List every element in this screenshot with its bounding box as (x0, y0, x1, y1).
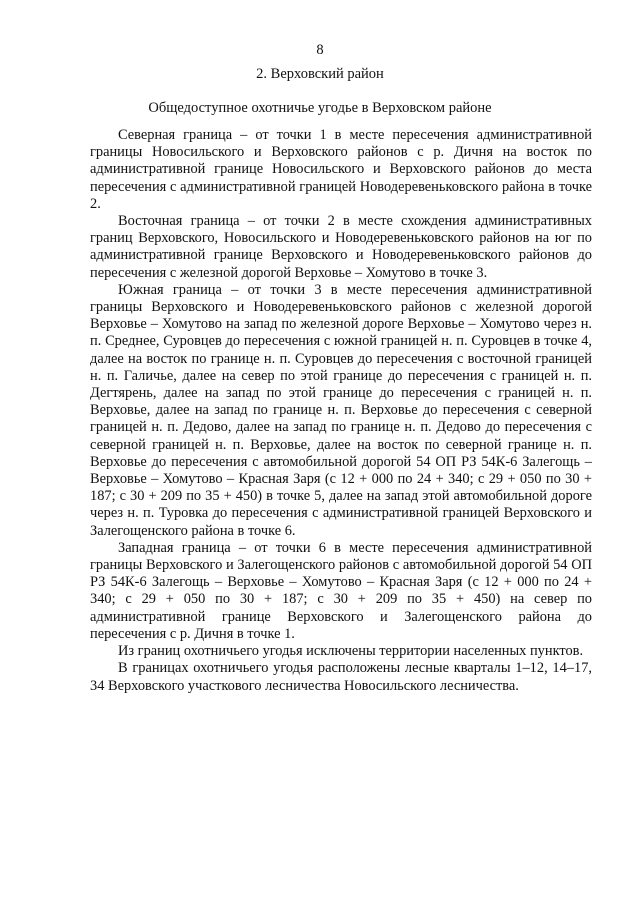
document-body (90, 127, 592, 695)
paragraph-west-border: Западная граница – от точки 6 в месте пересечения административной границы Верховского и Залегощенского районов с автомобильной дорогой 54 ОП РЗ 54К-6 Залегощь – Верховье – Хомутово – Красная Заря (с 12 + 000 по 24 + 340; с 29 + 050 по 30 + 187; с 30 + 209 по 35 + 450) на север по административной границе Верховского и Залегощенского района до пересечения с р. Дичня в точке 1. (90, 539, 592, 642)
page-number: 8 (316, 42, 324, 58)
document-title: Общедоступное охотничье угодье в Верховском районе (148, 100, 492, 116)
paragraph-east-border: Восточная граница – от точки 2 в месте схождения административных границ Верховского, Новосильского и Новодеревеньковского районов на юг по административной границе Верховского и Новодеревеньковского районов до пересечения с железной дорогой Верховье – Хомутово в точке 3. (90, 213, 592, 281)
paragraph-forest-quarters: В границах охотничьего угодья расположены лесные кварталы 1–12, 14–17, 34 Верховского участкового лесничества Новосильского лесничества. (90, 660, 592, 694)
paragraph-exclusions: Из границ охотничьего угодья исключены территории населенных пунктов. (118, 643, 584, 660)
paragraph-south-border: Южная граница – от точки 3 в месте пересечения административной границы Верховского и Новодеревеньковского районов с железной дорогой Верховье – Хомутово на запад по железной дороге Верховье – Хомутово через н. п. Среднее, Суровцев до пересечения с южной границей н. п. Суровцев в точке 4, далее на восток по границе н. п. Суровцев до пересечения с восточной границей н. п. Галичье, далее на север по этой границе до пересечения с границей н. п. Дегтярень, далее на запад по этой границе до пересечения с границей н. п. Верховье, далее на запад по границе н. п. Верховье до пересечения с северной границей н. п. Дедово, далее на запад по границе н. п. Дедово до пересечения с северной границей н. п. Верховье, далее на восток по северной границе н. п. Верховье до пересечения с автомобильной дорогой 54 ОП РЗ 54К-6 Залегощь – Верховье – Хомутово – Красная Заря (с 12 + 000 по 24 + 340; с 29 + 050 по 30 + 187; с 30 + 209 по 35 + 450) в точке 5, далее на запад этой автомобильной дороге через н. п. Туровка до пересечения с административной границей Верховского и Залегощенского района в точке 6. (90, 281, 592, 539)
paragraph-north-border: Северная граница – от точки 1 в месте пересечения административной границы Новосильского и Верховского районов с р. Дичня на восток по административной границе Новосильского и Верховского районов до места пересечения с административной границей Новодеревеньковского района в точке 2. (90, 127, 592, 212)
section-title: 2. Верховский район (256, 66, 384, 82)
